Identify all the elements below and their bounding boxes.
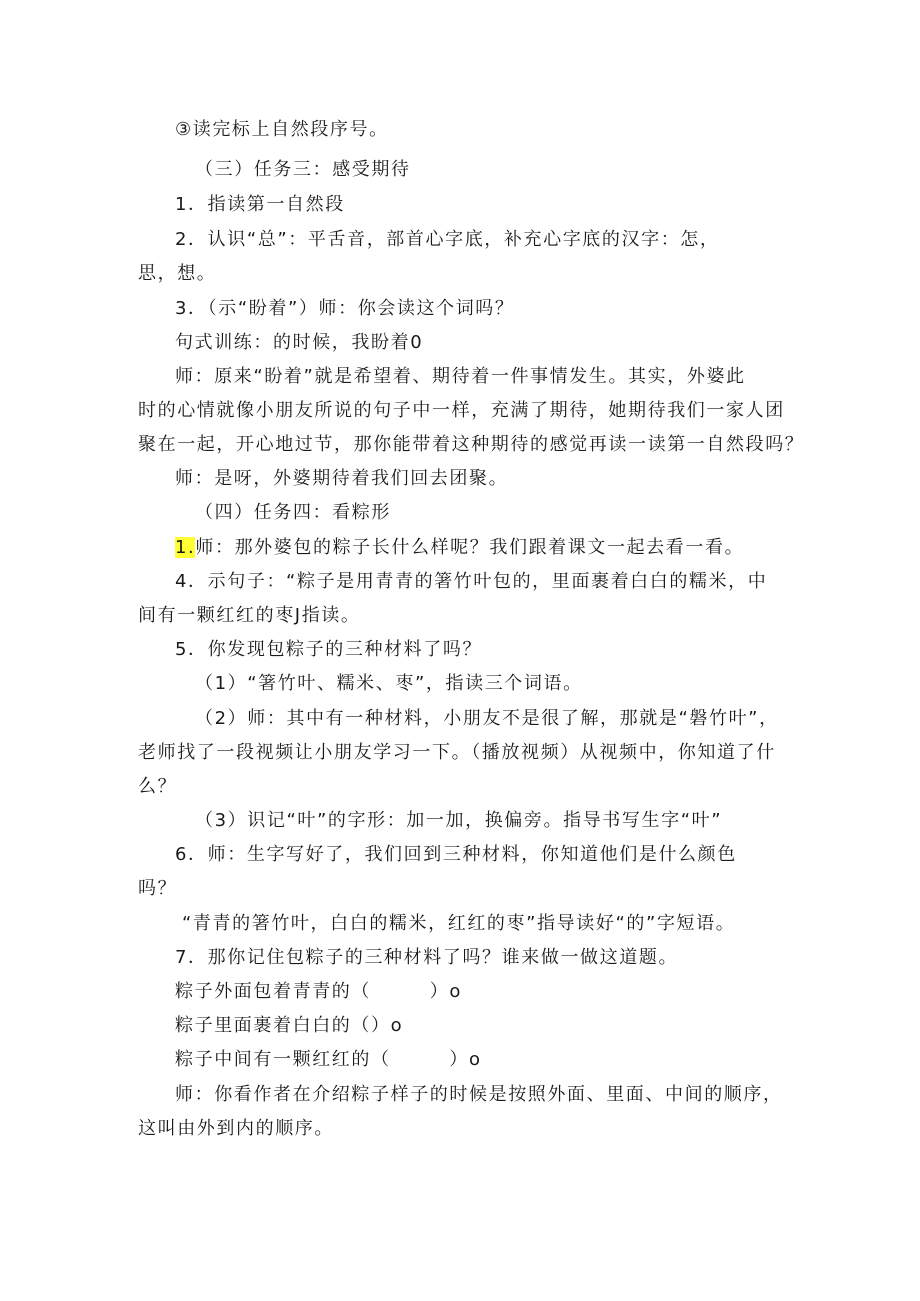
fill-blank-line: 粽子中间有一颗红红的（ ）o	[175, 1049, 482, 1070]
text-line: 这叫由外到内的顺序。	[138, 1118, 334, 1139]
text-line: 句式训练：的时候，我盼着0	[175, 332, 424, 353]
text-line: 5．你发现包粽子的三种材料了吗？	[175, 639, 483, 660]
section-heading: （四）任务四：看粽形	[195, 502, 391, 523]
text-line: “青青的箸竹叶，白白的糯米，红红的枣”指导读好“的”字短语。	[182, 913, 736, 934]
fill-blank-line: 粽子外面包着青青的（ ）o	[175, 981, 463, 1002]
text-line: 1．指读第一自然段	[175, 194, 345, 215]
text-line: （3）识记“叶”的字形：加一加，换偏旁。指导书写生字“叶”	[195, 810, 723, 831]
text-line: 么？	[138, 776, 178, 797]
text-line: 7．那你记住包粽子的三种材料了吗？谁来做一做这道题。	[175, 947, 679, 968]
highlighted-marker: 1.	[175, 537, 196, 558]
section-heading: （三）任务三：感受期待	[195, 159, 411, 180]
text-line: ③读完标上自然段序号。	[175, 119, 389, 140]
fill-blank-line: 粽子里面裹着白白的（）o	[175, 1015, 404, 1036]
text-line-content: 师：那外婆包的粽子长什么样呢？我们跟着课文一起去看一看。	[195, 537, 745, 558]
text-line: 师：你看作者在介绍粽子样子的时候是按照外面、里面、中间的顺序，	[175, 1084, 783, 1105]
text-line: 时的心情就像小朋友所说的句子中一样，充满了期待，她期待我们一家人团	[138, 400, 785, 421]
text-line: （2）师：其中有一种材料，小朋友不是很了解，那就是“磐竹叶”，	[195, 708, 779, 729]
text-line: 4．示句子：“粽子是用青青的箸竹叶包的，里面裹着白白的糯米，中	[175, 571, 768, 592]
text-line: 聚在一起，开心地过节，那你能带着这种期待的感觉再读一读第一自然段吗？	[138, 434, 805, 455]
text-line: 6．师：生字写好了，我们回到三种材料，你知道他们是什么颜色	[175, 844, 737, 865]
text-line: 老师找了一段视频让小朋友学习一下。（播放视频）从视频中，你知道了什	[138, 742, 776, 763]
text-line: 2．认识“总”：平舌音，部首心字底，补充心字底的汉字：怎，	[175, 229, 720, 250]
text-line: 3．（示“盼着”）师：你会读这个词吗？	[175, 298, 515, 319]
text-line: 师：原来“盼着”就是希望着、期待着一件事情发生。其实，外婆此	[175, 366, 746, 387]
text-line: （1）“箸竹叶、糯米、枣”，指读三个词语。	[195, 673, 583, 694]
text-line: 师：是呀，外婆期待着我们回去团聚。	[175, 468, 509, 489]
text-line: 思，想。	[138, 263, 217, 284]
text-line: 间有一颗红红的枣J指读。	[138, 605, 361, 626]
text-line: 吗？	[138, 878, 178, 899]
text-line	[175, 536, 835, 560]
